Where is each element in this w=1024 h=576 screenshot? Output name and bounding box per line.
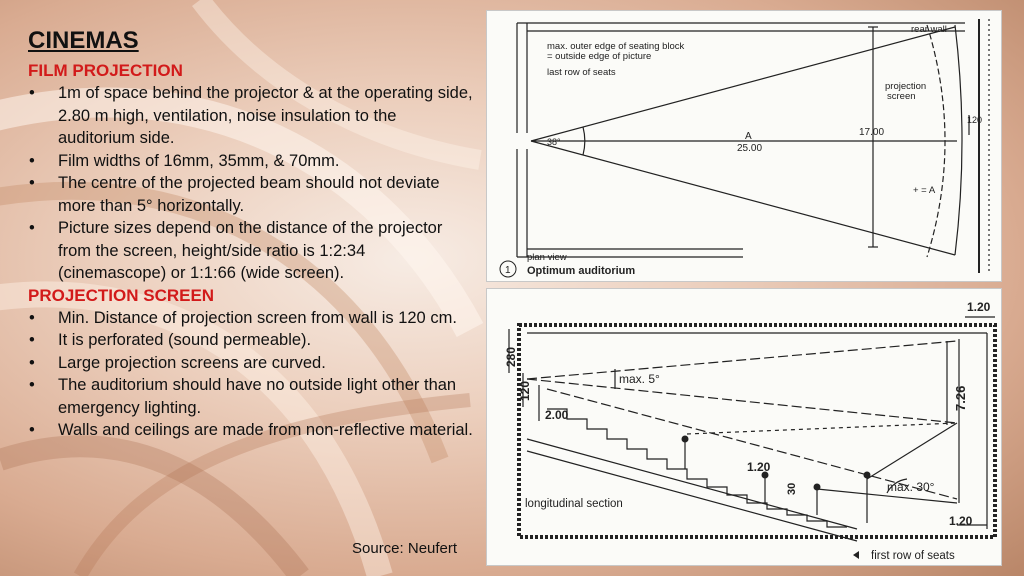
projection-screen-list [28,307,478,442]
list-item: • Film widths of 16mm, 35mm, & 70mm. [28,150,478,173]
label-last-row: last row of seats [547,67,616,78]
list-item: • Min. Distance of projection screen from wall is 120 cm. [28,307,478,330]
label-a: A [745,131,752,142]
label-projection: projection [885,81,927,92]
label-top-120: 1.20 [967,300,991,314]
bullet-icon: • [29,331,35,349]
list-item: • The centre of the projected beam should not deviate more than 5° horizontally. [29,174,440,215]
figure-caption: Optimum auditorium [527,265,636,277]
film-projection-list [28,82,478,285]
slide-text [28,26,478,442]
list-item: • The auditorium should have no outside light other than emergency lighting. [29,376,457,417]
label-120-left: 120 [518,380,532,401]
label-max-5: max. 5° [619,372,660,386]
label-120: 120 [967,115,983,125]
label-rear-wall: rear wall [911,24,947,35]
label-angle: 38° [547,137,561,147]
longitudinal-section-drawing [487,289,1001,565]
list-item: • Walls and ceilings are made from non-reflective material. [28,419,478,442]
label-2-00: 2.00 [545,408,569,422]
figure-number: 1 [505,265,511,276]
label-longitudinal-section: longitudinal section [525,498,623,510]
section-heading-projection-screen: PROJECTION SCREEN [28,285,215,305]
bullet-icon: • [29,376,35,394]
label-max-outer-edge: max. outer edge of seating block [547,41,685,52]
list-item: • Picture sizes depend on the distance of the projector from the screen, height/side ratio is 1:2:34 (cinemascope) or 1:1:66 (wide screen). [29,219,443,282]
label-step-1-20: 1.20 [747,460,771,474]
longitudinal-section-diagram [486,288,1002,566]
label-30: 30 [786,482,798,495]
label-280: 280 [504,346,518,367]
list-item: • Large projection screens are curved. [28,352,478,375]
section-heading-film-projection: FILM PROJECTION [28,61,183,80]
bullet-icon: • [29,421,35,439]
bullet-icon: • [29,84,35,102]
label-a-value: 25.00 [737,143,763,154]
plan-view-diagram [486,10,1002,282]
slide-title: CINEMAS [28,27,139,54]
bullet-icon: • [29,219,35,237]
bullet-icon: • [29,308,35,327]
source-credit: Source: Neufert [352,540,458,557]
list-item: • 1m of space behind the projector & at the operating side, 2.80 m high, ventilation, noise insulation to the auditorium side. [29,84,473,147]
bullet-icon: • [29,174,35,192]
bullet-icon: • [29,353,35,372]
label-max-30: max. 30° [887,480,935,494]
bullet-icon: • [29,151,35,170]
label-plus-minus-a: + = A [913,185,936,196]
label-first-row: first row of seats [871,550,955,562]
label-7-26: 7.26 [953,385,968,411]
arrow-icon [853,551,859,559]
label-plan-view: plan view [527,252,567,263]
label-bottom-1-20: 1.20 [949,514,973,528]
label-width: 17.00 [859,127,885,138]
list-item: • It is perforated (sound permeable). [28,329,478,352]
label-outside-edge: = outside edge of picture [547,51,652,62]
label-screen: screen [887,91,916,102]
plan-view-drawing [487,11,1001,281]
